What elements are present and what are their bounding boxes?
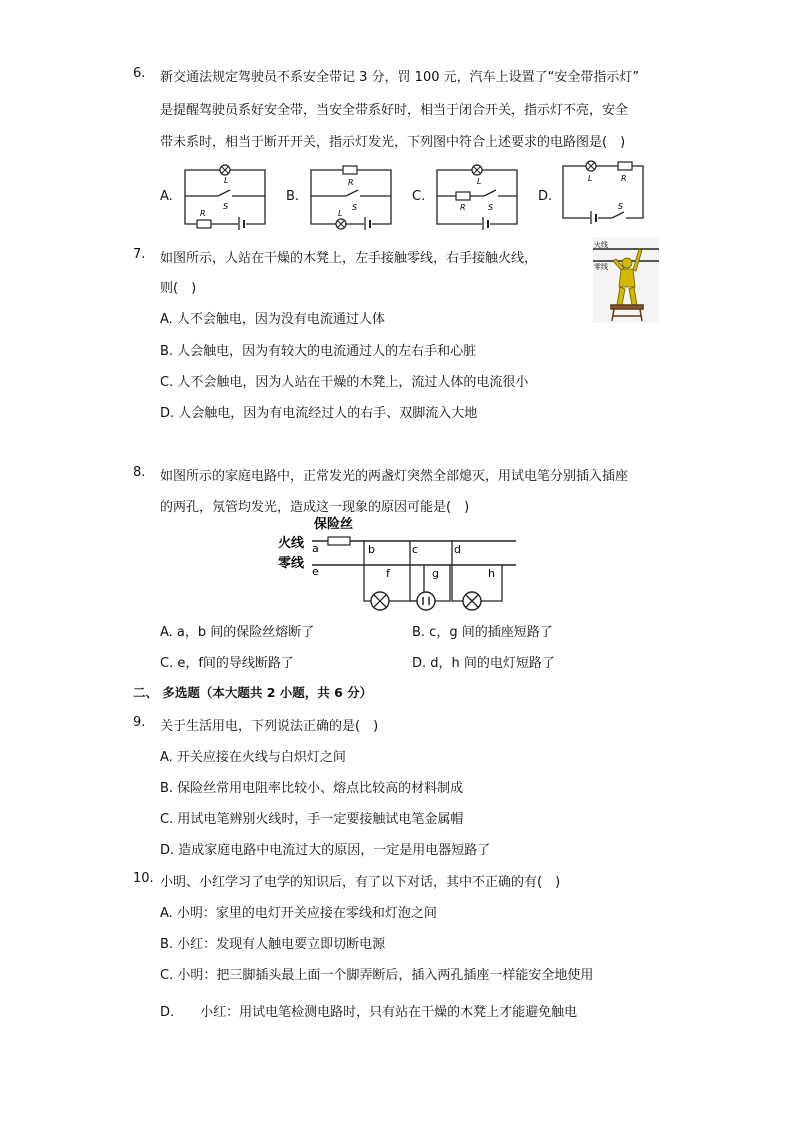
label-s: S [352, 203, 358, 212]
point-g: g [432, 567, 439, 580]
q7-option-a: A. 人不会触电，因为没有电流通过人体 [160, 312, 385, 327]
q6-circuit-d [558, 154, 648, 224]
q6-option-d-label: D. [538, 189, 553, 204]
section-heading-multiple-choice: 二、 多选题（本大题共 2 小题，共 6 分） [133, 685, 373, 700]
q7-figure-person-on-stool [593, 237, 659, 323]
q10-number: 10. [133, 871, 154, 886]
q9-option-d: D. 造成家庭电路中电流过大的原因，一定是用电器短路了 [160, 843, 491, 858]
q9-option-c: C. 用试电笔辨别火线时，手一定要接触试电笔金属帽 [160, 812, 464, 827]
point-d: d [454, 543, 461, 556]
label-r: R [460, 203, 466, 212]
q8-text-line2: 的两孔，氖管均发光，造成这一现象的原因可能是( ) [160, 500, 470, 515]
label-s: S [223, 202, 229, 211]
label-s: S [488, 203, 494, 212]
label-l: L [588, 174, 593, 183]
neutral-wire-label: 零线 [278, 556, 305, 571]
label-r: R [621, 174, 627, 183]
q8-text-line1: 如图所示的家庭电路中，正常发光的两盏灯突然全部熄灭，用试电笔分别插入插座 [160, 469, 629, 484]
q6-circuit-b [306, 158, 396, 230]
neutral-wire-label: 零线 [594, 263, 608, 271]
q7-option-d: D. 人会触电，因为有电流经过人的右手、双脚流入大地 [160, 406, 478, 421]
label-r: R [200, 209, 206, 218]
point-c: c [412, 543, 419, 556]
q6-circuit-c [432, 158, 522, 230]
fuse-icon [328, 537, 350, 545]
q9-text: 关于生活用电，下列说法正确的是( ) [160, 719, 379, 734]
q6-text-line2: 是提醒驾驶员系好安全带，当安全带系好时，相当于闭合开关，指示灯不亮，安全 [160, 103, 629, 118]
q9-option-b: B. 保险丝常用电阻率比较小、熔点比较高的材料制成 [160, 781, 464, 796]
q6-number: 6. [133, 66, 146, 81]
point-f: f [386, 567, 390, 580]
q8-option-b: B. c，g 间的插座短路了 [412, 625, 553, 640]
point-a: a [312, 542, 319, 555]
q10-option-a: A. 小明：家里的电灯开关应接在零线和灯泡之间 [160, 906, 437, 921]
q6-text-line1: 新交通法规定驾驶员不系安全带记 3 分，罚 100 元，汽车上设置了“安全带指示灯” [160, 70, 640, 85]
q10-option-b: B. 小红：发现有人触电要立即切断电源 [160, 937, 386, 952]
live-wire-label: 火线 [278, 536, 305, 551]
resistor-icon [197, 220, 211, 228]
q7-number: 7. [133, 247, 146, 262]
q6-text-line3: 带未系时，相当于断开开关，指示灯发光，下列图中符合上述要求的电路图是( ) [160, 135, 626, 150]
q9-number: 9. [133, 715, 146, 730]
point-b: b [368, 543, 375, 556]
q7-text-line2: 则( ) [160, 281, 197, 296]
q8-number: 8. [133, 465, 146, 480]
q7-option-c: C. 人不会触电，因为人站在干燥的木凳上，流过人体的电流很小 [160, 375, 529, 390]
q7-text-line1: 如图所示，人站在干燥的木凳上，左手接触零线，右手接触火线， [160, 251, 538, 266]
q8-option-d: D. d，h 间的电灯短路了 [412, 656, 555, 671]
q8-option-c: C. e，f间的导线断路了 [160, 656, 294, 671]
fuse-label: 保险丝 [314, 517, 354, 532]
label-l: L [338, 209, 343, 218]
q10-option-c: C. 小明：把三脚插头最上面一个脚弄断后，插入两孔插座一样能安全地使用 [160, 968, 594, 983]
q10-option-d: D. 小红：用试电笔检测电路时，只有站在干燥的木凳上才能避免触电 [160, 1005, 578, 1020]
socket-icon [417, 592, 435, 610]
q6-option-c-label: C. [412, 189, 426, 204]
point-h: h [488, 567, 495, 580]
label-l: L [224, 176, 229, 185]
q9-option-a: A. 开关应接在火线与白炽灯之间 [160, 750, 346, 765]
q8-option-a: A. a，b 间的保险丝熔断了 [160, 625, 315, 640]
label-l: L [477, 177, 482, 186]
live-wire-label: 火线 [594, 241, 608, 249]
q6-circuit-a [180, 158, 270, 230]
q6-option-a-label: A. [160, 189, 173, 204]
q8-figure-household-circuit [276, 515, 520, 617]
label-s: S [618, 202, 624, 211]
point-e: e [312, 565, 319, 578]
q6-option-b-label: B. [286, 189, 300, 204]
label-r: R [348, 178, 354, 187]
q7-option-b: B. 人会触电，因为有较大的电流通过人的左右手和心脏 [160, 344, 477, 359]
q10-text: 小明、小红学习了电学的知识后，有了以下对话，其中不正确的有( ) [160, 875, 561, 890]
